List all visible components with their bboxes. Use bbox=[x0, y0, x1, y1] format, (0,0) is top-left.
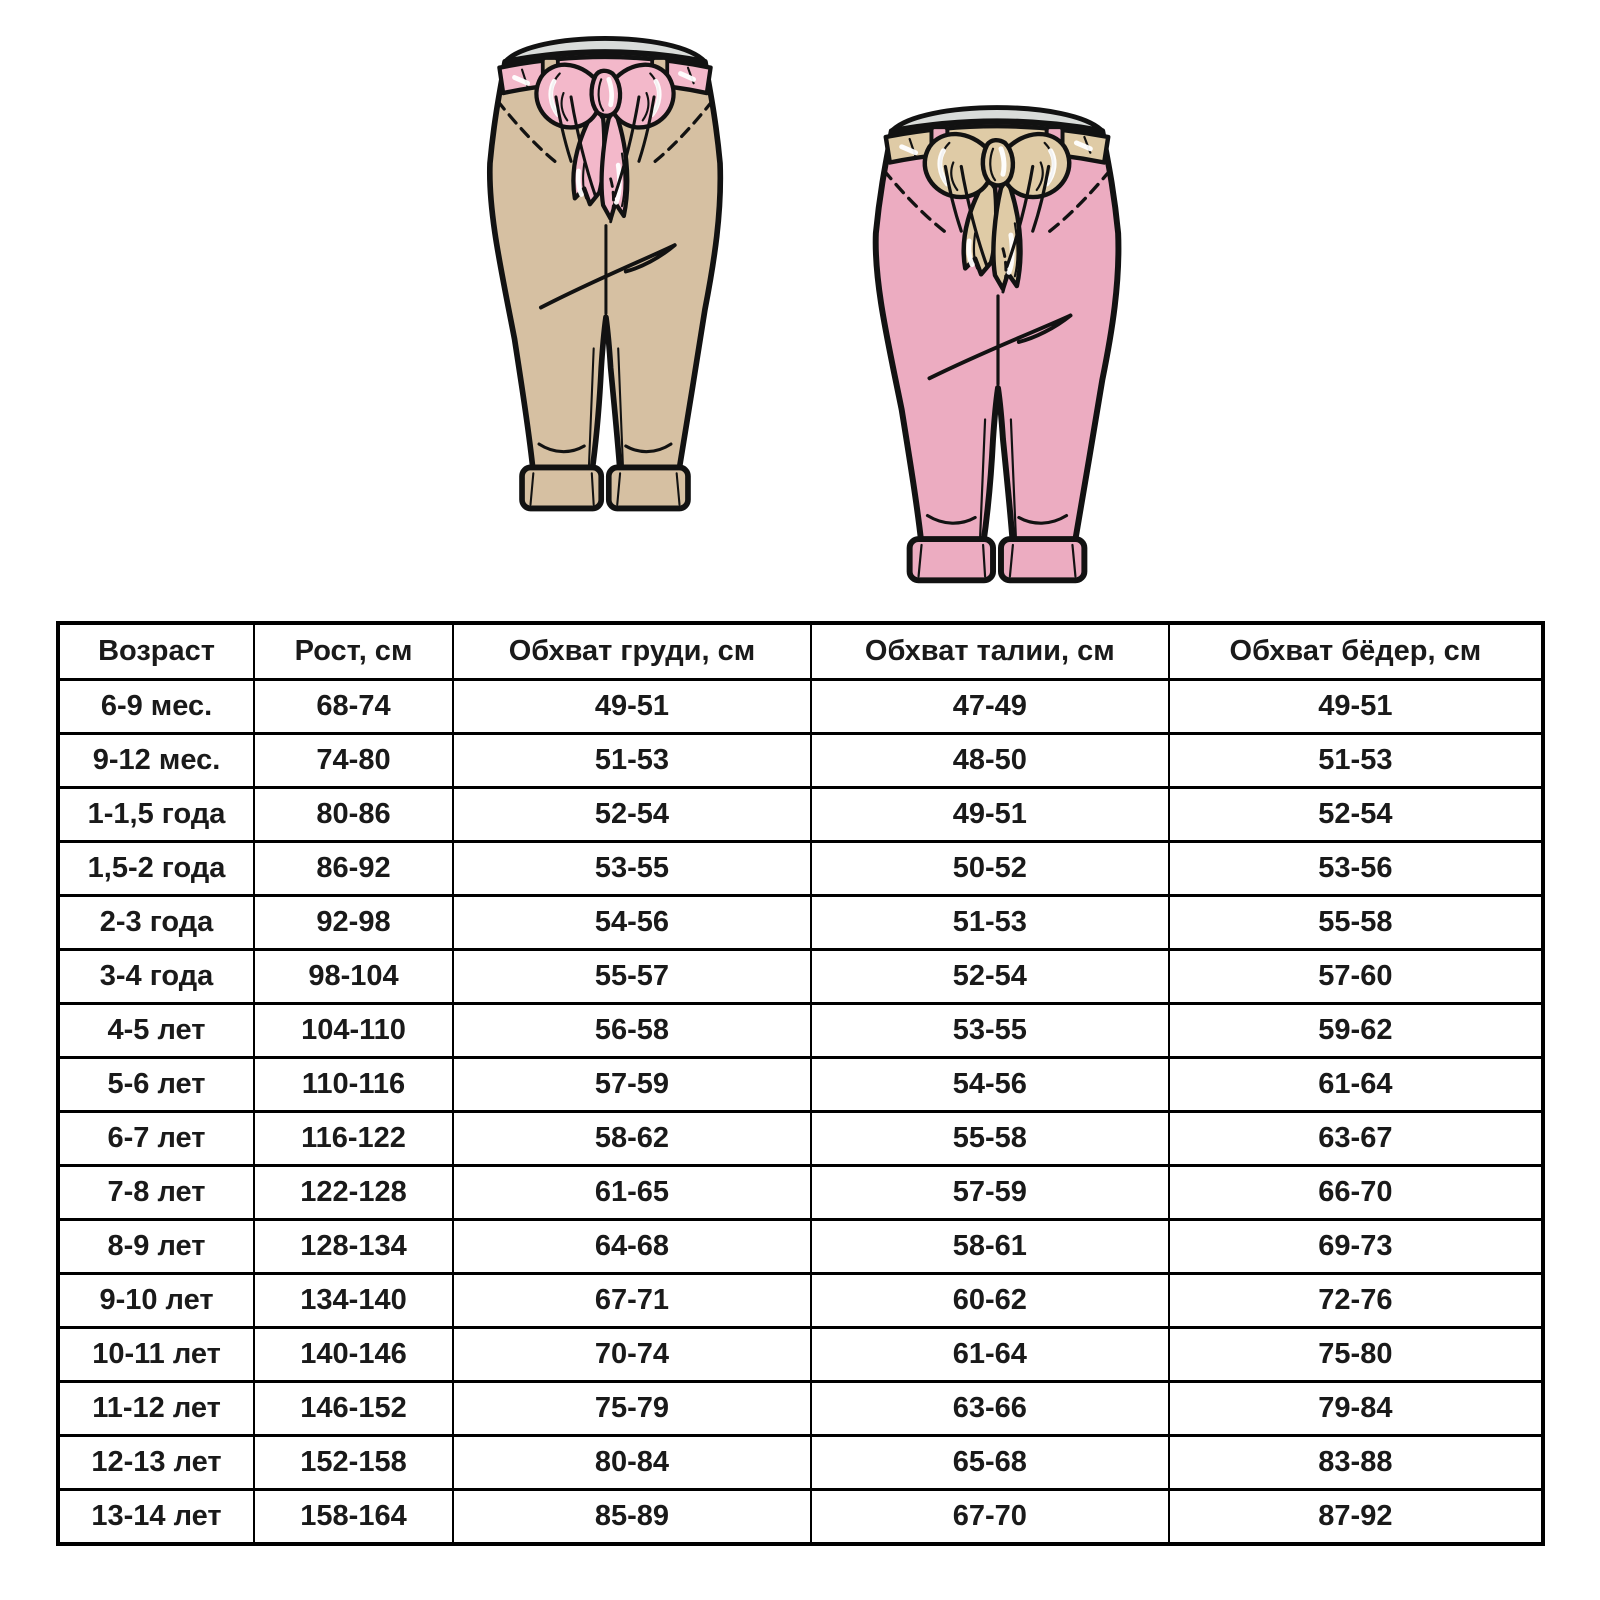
size-table bbox=[56, 621, 1545, 1546]
age-cell: 5-6 лет bbox=[58, 1058, 254, 1112]
measurement-cell: 52-54 bbox=[1169, 788, 1543, 842]
measurement-cell: 52-54 bbox=[811, 950, 1169, 1004]
measurement-cell: 53-56 bbox=[1169, 842, 1543, 896]
measurement-cell: 50-52 bbox=[811, 842, 1169, 896]
age-cell: 10-11 лет bbox=[58, 1328, 254, 1382]
measurement-cell: 68-74 bbox=[254, 680, 453, 734]
measurement-cell: 80-84 bbox=[453, 1436, 811, 1490]
measurement-cell: 98-104 bbox=[254, 950, 453, 1004]
measurement-cell: 140-146 bbox=[254, 1328, 453, 1382]
measurement-cell: 61-65 bbox=[453, 1166, 811, 1220]
measurement-cell: 49-51 bbox=[453, 680, 811, 734]
measurement-cell: 75-80 bbox=[1169, 1328, 1543, 1382]
table-row bbox=[58, 1166, 1543, 1220]
measurement-cell: 75-79 bbox=[453, 1382, 811, 1436]
age-cell: 13-14 лет bbox=[58, 1490, 254, 1545]
table-row bbox=[58, 950, 1543, 1004]
measurement-cell: 86-92 bbox=[254, 842, 453, 896]
age-cell: 8-9 лет bbox=[58, 1220, 254, 1274]
measurement-cell: 51-53 bbox=[811, 896, 1169, 950]
table-row bbox=[58, 1004, 1543, 1058]
measurement-cell: 63-67 bbox=[1169, 1112, 1543, 1166]
age-cell: 9-12 мес. bbox=[58, 734, 254, 788]
measurement-cell: 158-164 bbox=[254, 1490, 453, 1545]
size-table-body bbox=[58, 680, 1543, 1545]
measurement-cell: 58-62 bbox=[453, 1112, 811, 1166]
measurement-cell: 64-68 bbox=[453, 1220, 811, 1274]
measurement-cell: 122-128 bbox=[254, 1166, 453, 1220]
table-row bbox=[58, 1220, 1543, 1274]
measurement-cell: 116-122 bbox=[254, 1112, 453, 1166]
size-table-header-row bbox=[58, 623, 1543, 680]
age-cell: 12-13 лет bbox=[58, 1436, 254, 1490]
measurement-cell: 51-53 bbox=[1169, 734, 1543, 788]
measurement-cell: 51-53 bbox=[453, 734, 811, 788]
measurement-cell: 92-98 bbox=[254, 896, 453, 950]
measurement-cell: 134-140 bbox=[254, 1274, 453, 1328]
measurement-cell: 66-70 bbox=[1169, 1166, 1543, 1220]
measurement-cell: 104-110 bbox=[254, 1004, 453, 1058]
age-cell: 6-7 лет bbox=[58, 1112, 254, 1166]
measurement-cell: 57-59 bbox=[453, 1058, 811, 1112]
measurement-cell: 85-89 bbox=[453, 1490, 811, 1545]
pink-pants-illustration bbox=[858, 86, 1136, 596]
measurement-cell: 58-61 bbox=[811, 1220, 1169, 1274]
measurement-cell: 49-51 bbox=[811, 788, 1169, 842]
measurement-cell: 67-71 bbox=[453, 1274, 811, 1328]
age-cell: 1,5-2 года bbox=[58, 842, 254, 896]
column-header: Обхват груди, см bbox=[453, 623, 811, 680]
measurement-cell: 74-80 bbox=[254, 734, 453, 788]
measurement-cell: 52-54 bbox=[453, 788, 811, 842]
measurement-cell: 54-56 bbox=[453, 896, 811, 950]
measurement-cell: 146-152 bbox=[254, 1382, 453, 1436]
size-table-container bbox=[56, 621, 1545, 1546]
measurement-cell: 128-134 bbox=[254, 1220, 453, 1274]
measurement-cell: 55-58 bbox=[811, 1112, 1169, 1166]
measurement-cell: 48-50 bbox=[811, 734, 1169, 788]
measurement-cell: 47-49 bbox=[811, 680, 1169, 734]
measurement-cell: 69-73 bbox=[1169, 1220, 1543, 1274]
table-row bbox=[58, 788, 1543, 842]
age-cell: 7-8 лет bbox=[58, 1166, 254, 1220]
table-row bbox=[58, 1058, 1543, 1112]
measurement-cell: 61-64 bbox=[1169, 1058, 1543, 1112]
measurement-cell: 63-66 bbox=[811, 1382, 1169, 1436]
age-cell: 3-4 года bbox=[58, 950, 254, 1004]
measurement-cell: 67-70 bbox=[811, 1490, 1169, 1545]
age-cell: 11-12 лет bbox=[58, 1382, 254, 1436]
measurement-cell: 152-158 bbox=[254, 1436, 453, 1490]
age-cell: 1-1,5 года bbox=[58, 788, 254, 842]
measurement-cell: 59-62 bbox=[1169, 1004, 1543, 1058]
column-header: Обхват бёдер, см bbox=[1169, 623, 1543, 680]
measurement-cell: 49-51 bbox=[1169, 680, 1543, 734]
table-row bbox=[58, 1112, 1543, 1166]
beige-pants-illustration bbox=[473, 17, 737, 524]
measurement-cell: 80-86 bbox=[254, 788, 453, 842]
age-cell: 2-3 года bbox=[58, 896, 254, 950]
table-row bbox=[58, 680, 1543, 734]
table-row bbox=[58, 842, 1543, 896]
measurement-cell: 87-92 bbox=[1169, 1490, 1543, 1545]
measurement-cell: 61-64 bbox=[811, 1328, 1169, 1382]
age-cell: 4-5 лет bbox=[58, 1004, 254, 1058]
measurement-cell: 55-58 bbox=[1169, 896, 1543, 950]
table-row bbox=[58, 1328, 1543, 1382]
table-row bbox=[58, 896, 1543, 950]
age-cell: 6-9 мес. bbox=[58, 680, 254, 734]
measurement-cell: 53-55 bbox=[811, 1004, 1169, 1058]
table-row bbox=[58, 1436, 1543, 1490]
table-row bbox=[58, 1274, 1543, 1328]
age-cell: 9-10 лет bbox=[58, 1274, 254, 1328]
table-row bbox=[58, 734, 1543, 788]
measurement-cell: 72-76 bbox=[1169, 1274, 1543, 1328]
column-header: Возраст bbox=[58, 623, 254, 680]
table-row bbox=[58, 1490, 1543, 1545]
table-row bbox=[58, 1382, 1543, 1436]
measurement-cell: 57-60 bbox=[1169, 950, 1543, 1004]
measurement-cell: 57-59 bbox=[811, 1166, 1169, 1220]
measurement-cell: 79-84 bbox=[1169, 1382, 1543, 1436]
measurement-cell: 60-62 bbox=[811, 1274, 1169, 1328]
measurement-cell: 110-116 bbox=[254, 1058, 453, 1112]
measurement-cell: 70-74 bbox=[453, 1328, 811, 1382]
measurement-cell: 83-88 bbox=[1169, 1436, 1543, 1490]
measurement-cell: 54-56 bbox=[811, 1058, 1169, 1112]
measurement-cell: 65-68 bbox=[811, 1436, 1169, 1490]
column-header: Обхват талии, см bbox=[811, 623, 1169, 680]
column-header: Рост, см bbox=[254, 623, 453, 680]
measurement-cell: 53-55 bbox=[453, 842, 811, 896]
measurement-cell: 56-58 bbox=[453, 1004, 811, 1058]
measurement-cell: 55-57 bbox=[453, 950, 811, 1004]
